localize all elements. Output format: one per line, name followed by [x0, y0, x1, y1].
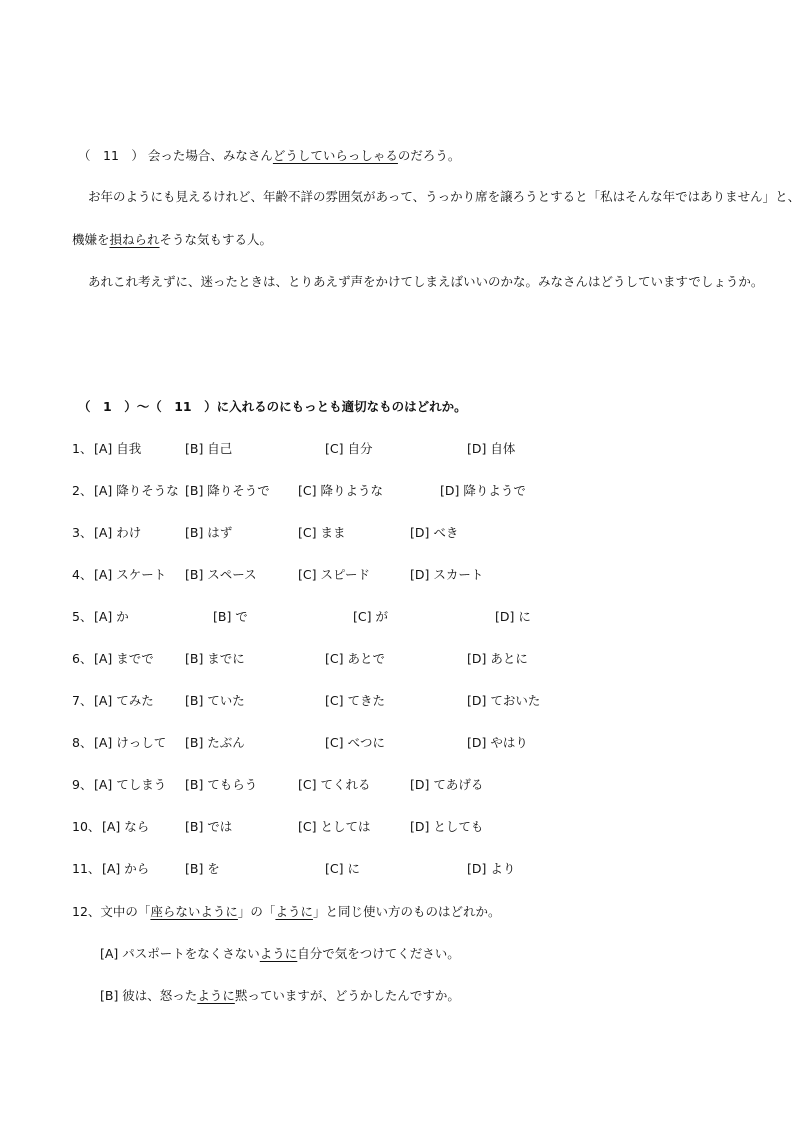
passage-paragraph-1-line-1: お年のようにも見えるけれど、年齢不詳の雰囲気があって、うっかり席を譲ろうとすると「私はそんな年ではありません」と、: [88, 189, 800, 204]
passage-q11-line: [78, 148, 460, 164]
question-option-c[interactable]: [C] てくれる: [298, 777, 371, 792]
question-option-c[interactable]: [C] あとで: [325, 651, 385, 666]
q12-option-text: [B] 彼は、怒った: [100, 988, 198, 1003]
q12-option-text: 黙っていますが、どうかしたんですか。: [234, 988, 460, 1003]
q12-option-text: 自分で気をつけてください。: [297, 946, 460, 961]
question-number: 10、: [72, 819, 101, 834]
question-option-a[interactable]: [A] 降りそうな: [94, 483, 179, 498]
q12-option-b[interactable]: [100, 988, 460, 1004]
question-12: [72, 904, 500, 920]
question-option-b[interactable]: [B] を: [185, 861, 220, 876]
passage-paragraph-1-line-2: [72, 232, 272, 248]
question-option-a[interactable]: [A] スケート: [94, 567, 167, 582]
question-option-c[interactable]: [C] べつに: [325, 735, 385, 750]
q12-option-a[interactable]: [100, 946, 460, 962]
question-option-c[interactable]: [C] 自分: [325, 441, 373, 456]
question-number: 5、: [72, 609, 93, 624]
question-number: 3、: [72, 525, 93, 540]
q12-option-text: [A] パスポートをなくさない: [100, 946, 260, 961]
question-option-a[interactable]: [A] わけ: [94, 525, 142, 540]
question-option-c[interactable]: [C] てきた: [325, 693, 385, 708]
question-option-c[interactable]: [C] 降りような: [298, 483, 383, 498]
question-option-d[interactable]: [D] やはり: [467, 735, 528, 750]
question-option-d[interactable]: [D] より: [467, 861, 516, 876]
question-option-d[interactable]: [D] ておいた: [467, 693, 541, 708]
question-option-b[interactable]: [B] 降りそうで: [185, 483, 270, 498]
question-option-a[interactable]: [A] までで: [94, 651, 154, 666]
question-option-b[interactable]: [B] はず: [185, 525, 233, 540]
question-option-d[interactable]: [D] 自体: [467, 441, 516, 456]
question-option-d[interactable]: [D] てあげる: [410, 777, 484, 792]
question-option-b[interactable]: [B] スペース: [185, 567, 257, 582]
q12-text: 」と同じ使い方のものはどれか。: [312, 904, 501, 919]
q12-key: ように: [275, 904, 313, 919]
question-option-a[interactable]: [A] けっして: [94, 735, 167, 750]
question-option-c[interactable]: [C] に: [325, 861, 360, 876]
question-number: 7、: [72, 693, 93, 708]
question-option-d[interactable]: [D] べき: [410, 525, 459, 540]
question-option-c[interactable]: [C] としては: [298, 819, 371, 834]
question-option-d[interactable]: [D] に: [495, 609, 531, 624]
passage-text: 機嫌を: [72, 232, 110, 247]
question-option-b[interactable]: [B] 自己: [185, 441, 233, 456]
q12-text: 」の「: [237, 904, 276, 919]
question-option-b[interactable]: [B] たぶん: [185, 735, 245, 750]
passage-paragraph-2: あれこれ考えずに、迷ったときは、とりあえず声をかけてしまえばいいのかな。みなさんはどうしていますでしょうか。: [88, 274, 764, 289]
question-number: 11、: [72, 861, 101, 876]
question-option-a[interactable]: [A] 自我: [94, 441, 142, 456]
question-option-b[interactable]: [B] までに: [185, 651, 245, 666]
question-number: 4、: [72, 567, 93, 582]
question-option-a[interactable]: [A] なら: [102, 819, 150, 834]
passage-text: 会った場合、みなさん: [147, 148, 273, 163]
question-number: 6、: [72, 651, 93, 666]
question-number: 8、: [72, 735, 93, 750]
question-option-b[interactable]: [B] ていた: [185, 693, 245, 708]
question-number: 1、: [72, 441, 93, 456]
passage-text: そうな気もする人。: [159, 232, 273, 247]
underlined-phrase: どうしていらっしゃる: [272, 148, 398, 163]
question-option-c[interactable]: [C] が: [353, 609, 388, 624]
question-option-c[interactable]: [C] まま: [298, 525, 346, 540]
question-option-a[interactable]: [A] か: [94, 609, 129, 624]
question-option-d[interactable]: [D] あとに: [467, 651, 528, 666]
q12-text: 12、文中の「: [72, 904, 151, 919]
question-number: 9、: [72, 777, 93, 792]
q12-option-key: ように: [197, 988, 235, 1003]
question-option-b[interactable]: [B] では: [185, 819, 233, 834]
q12-phrase: 座らないように: [150, 904, 238, 919]
question-option-a[interactable]: [A] から: [102, 861, 150, 876]
question-option-b[interactable]: [B] てもらう: [185, 777, 258, 792]
instruction: （ 1 ）～（ 11 ）に入れるのにもっとも適切なものはどれか。: [78, 399, 467, 414]
question-option-d[interactable]: [D] 降りようで: [440, 483, 526, 498]
blank-11: （ 11 ）: [78, 148, 144, 163]
question-option-c[interactable]: [C] スピード: [298, 567, 370, 582]
question-option-b[interactable]: [B] で: [213, 609, 248, 624]
passage-text: のだろう。: [397, 148, 461, 163]
question-option-a[interactable]: [A] てしまう: [94, 777, 167, 792]
question-number: 2、: [72, 483, 93, 498]
question-option-a[interactable]: [A] てみた: [94, 693, 154, 708]
underlined-phrase: 損ねられ: [109, 232, 160, 247]
question-option-d[interactable]: [D] スカート: [410, 567, 484, 582]
question-option-d[interactable]: [D] としても: [410, 819, 484, 834]
q12-option-key: ように: [259, 946, 298, 961]
